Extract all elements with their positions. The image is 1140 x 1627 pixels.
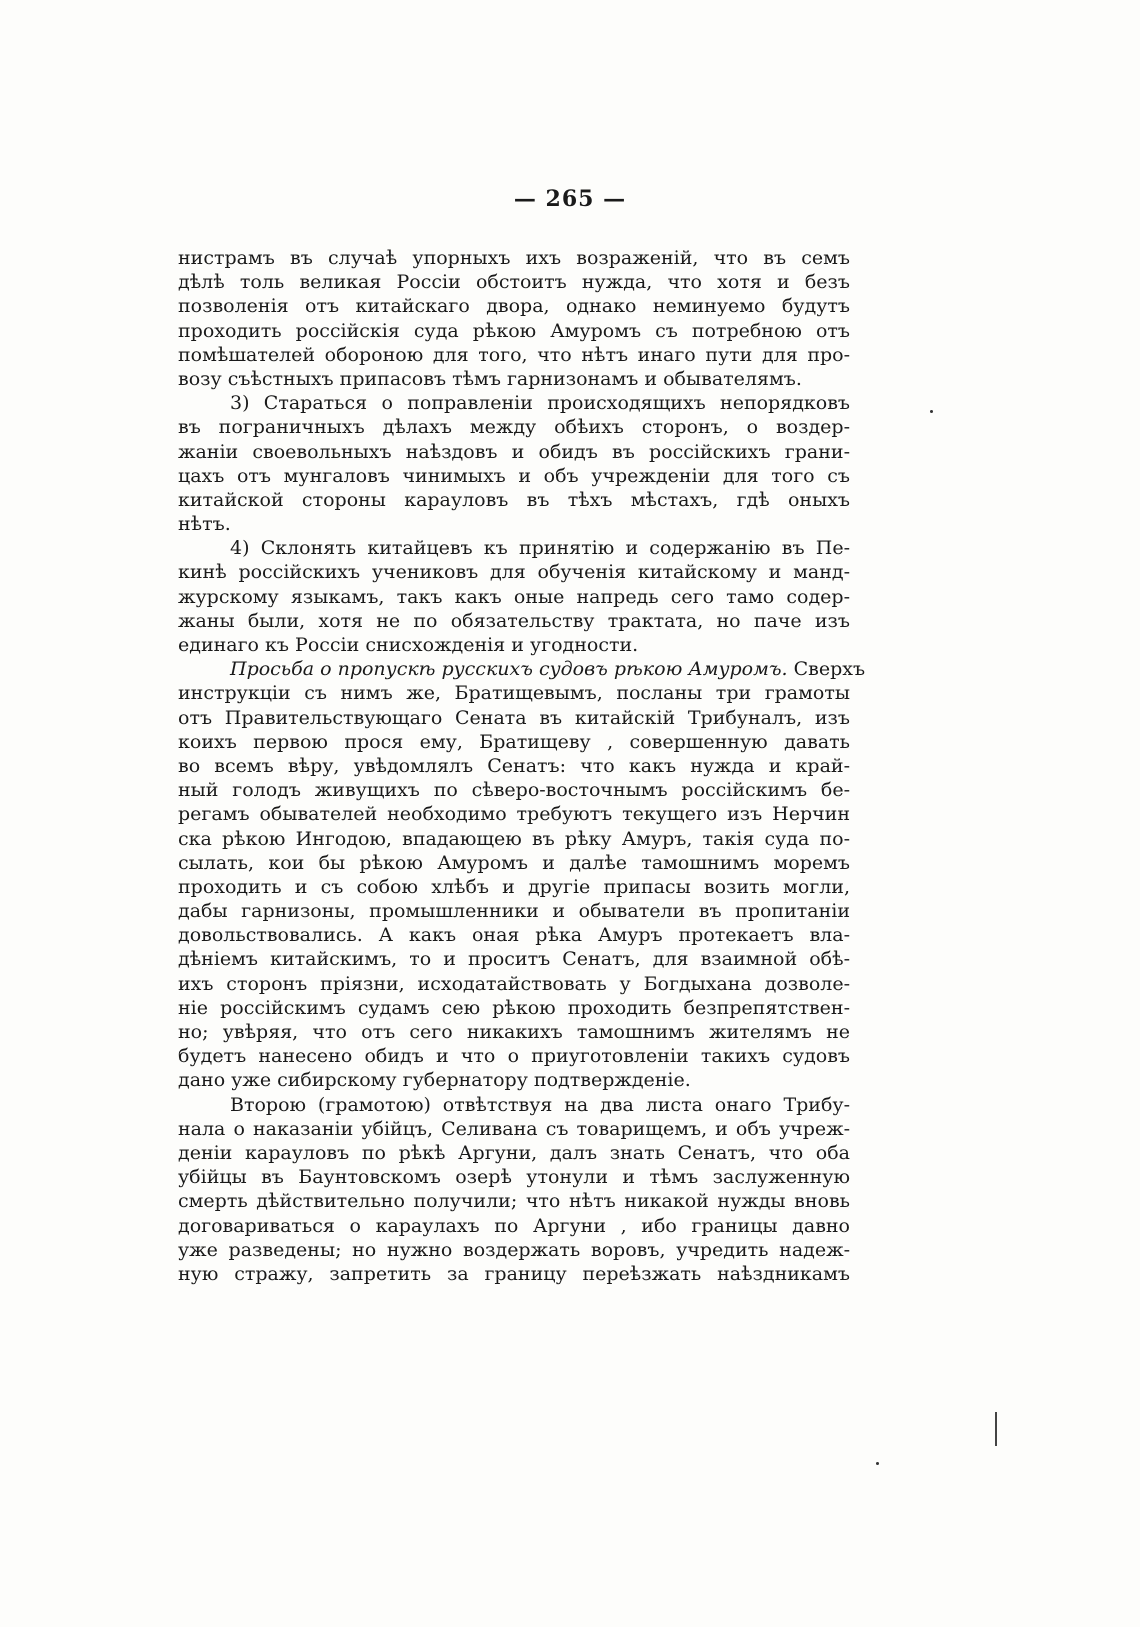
text-line: ную стражу, запретить за границу переѣзжать наѣздникамъ <box>178 1262 850 1285</box>
text-line: 4) Склонять китайцевъ къ принятію и содержанію въ Пе- <box>230 537 850 560</box>
text-line: проходить и съ собою хлѣбъ и другіе припасы возить могли, <box>178 875 850 898</box>
text-line: смерть дѣйствительно получили; что нѣтъ никакой нужды вновь <box>178 1190 850 1213</box>
text-line: проходить россійскія суда рѣкою Амуромъ съ потребною отъ <box>178 319 850 342</box>
text-line: довольствовались. А какъ оная рѣка Амуръ протекаетъ вла- <box>178 924 850 947</box>
text-line: Второю (грамотою) отвѣтствуя на два листа онаго Трибу- <box>230 1093 850 1116</box>
text-line: дѣлѣ толь великая Россіи обстоитъ нужда, что хотя и безъ <box>178 271 850 294</box>
text-line: будетъ нанесено обидъ и что о приуготовленіи такихъ судовъ <box>178 1045 850 1068</box>
text-line: нала о наказаніи убійцъ, Селивана съ товарищемъ, и объ учреж- <box>178 1117 850 1140</box>
section-heading-italic: Просьба о пропускѣ русскихъ судовъ рѣкою Амуромъ. <box>230 658 788 681</box>
body-text <box>178 246 866 1286</box>
text-line: инструкціи съ нимъ же, Братищевымъ, посланы три грамоты <box>178 682 850 705</box>
text-line: убійцы въ Баунтовскомъ озерѣ утонули и тѣмъ заслуженную <box>178 1166 850 1189</box>
text-line: нѣтъ. <box>178 513 231 536</box>
text-line: деніи карауловъ по рѣкѣ Аргуни, далъ знать Сенатъ, что оба <box>178 1141 850 1164</box>
text-line: но; увѣряя, что отъ сего никакихъ тамошнимъ жителямъ не <box>178 1021 850 1043</box>
text-line: ска рѣкою Ингодою, впадающею въ рѣку Амуръ, такія суда по- <box>178 827 850 850</box>
text-line: журскому языкамъ, такъ какъ оные напредь сего тамо содер- <box>178 585 850 608</box>
text-line: помѣшателей обороною для того, что нѣтъ инаго пути для про- <box>178 343 850 366</box>
text-line: позволенія отъ китайскаго двора, однако неминуемо будутъ <box>178 295 850 318</box>
text-line: жаны были, хотя не по обязательству трактата, но паче изъ <box>178 609 850 632</box>
text-line: во всемъ вѣру, увѣдомлялъ Сенатъ: что какъ нужда и край- <box>178 754 850 777</box>
text-line: дабы гарнизоны, промышленники и обыватели въ пропитаніи <box>178 900 850 923</box>
text-line <box>178 657 866 681</box>
text-line: уже разведены; но нужно воздержать воровъ, учредить надеж- <box>178 1238 850 1261</box>
text-line-rest: Сверхъ <box>787 658 866 681</box>
scan-speck <box>930 410 933 413</box>
text-line: регамъ обывателей необходимо требуютъ текущего изъ Нерчин <box>178 803 850 826</box>
text-line: жаніи своевольныхъ наѣздовъ и обидъ въ россійскихъ грани- <box>178 440 850 463</box>
text-line: сылать, кои бы рѣкою Амуромъ и далѣе тамошнимъ моремъ <box>178 851 850 874</box>
text-line: ніе россійскимъ судамъ сею рѣкою проходить безпрепятствен- <box>178 996 850 1019</box>
text-line: 3) Стараться о поправленіи происходящихъ непорядковъ <box>230 392 850 415</box>
text-line: цахъ отъ мунгаловъ чинимыхъ и объ учрежденіи для того съ <box>178 464 850 487</box>
text-line: кинѣ россійскихъ учениковъ для обученія китайскому и манд- <box>178 561 850 584</box>
text-line: единаго къ Россіи снисхожденія и угодности. <box>178 634 639 656</box>
text-line: дѣніемъ китайскимъ, то и проситъ Сенатъ, для взаимной обѣ- <box>178 948 850 971</box>
text-line: въ пограничныхъ дѣлахъ между обѣихъ сторонъ, о воздер- <box>178 416 850 439</box>
text-line: коихъ первою прося ему, Братищеву , совершенную давать <box>178 730 850 753</box>
text-line: договариваться о караулахъ по Аргуни , ибо границы давно <box>178 1214 850 1237</box>
scan-edge-mark <box>995 1412 997 1446</box>
text-line: возу съѣстныхъ припасовъ тѣмъ гарнизонамъ и обывателямъ. <box>178 367 802 390</box>
text-line: нистрамъ въ случаѣ упорныхъ ихъ возраженій, что въ семъ <box>178 247 850 269</box>
text-line: отъ Правительствующаго Сената въ китайскій Трибуналъ, изъ <box>178 706 850 729</box>
text-line: ихъ сторонъ пріязни, исходатайствовать у Богдыхана дозволе- <box>178 972 850 995</box>
scan-speck <box>876 1462 879 1465</box>
text-line: ный голодъ живущихъ по сѣверо-восточнымъ россійскимъ бе- <box>178 779 850 802</box>
text-line: дано уже сибирскому губернатору подтвержденіе. <box>178 1069 691 1092</box>
text-line: китайской стороны карауловъ въ тѣхъ мѣстахъ, гдѣ оныхъ <box>178 488 850 511</box>
page-number: — 265 — <box>513 186 627 212</box>
